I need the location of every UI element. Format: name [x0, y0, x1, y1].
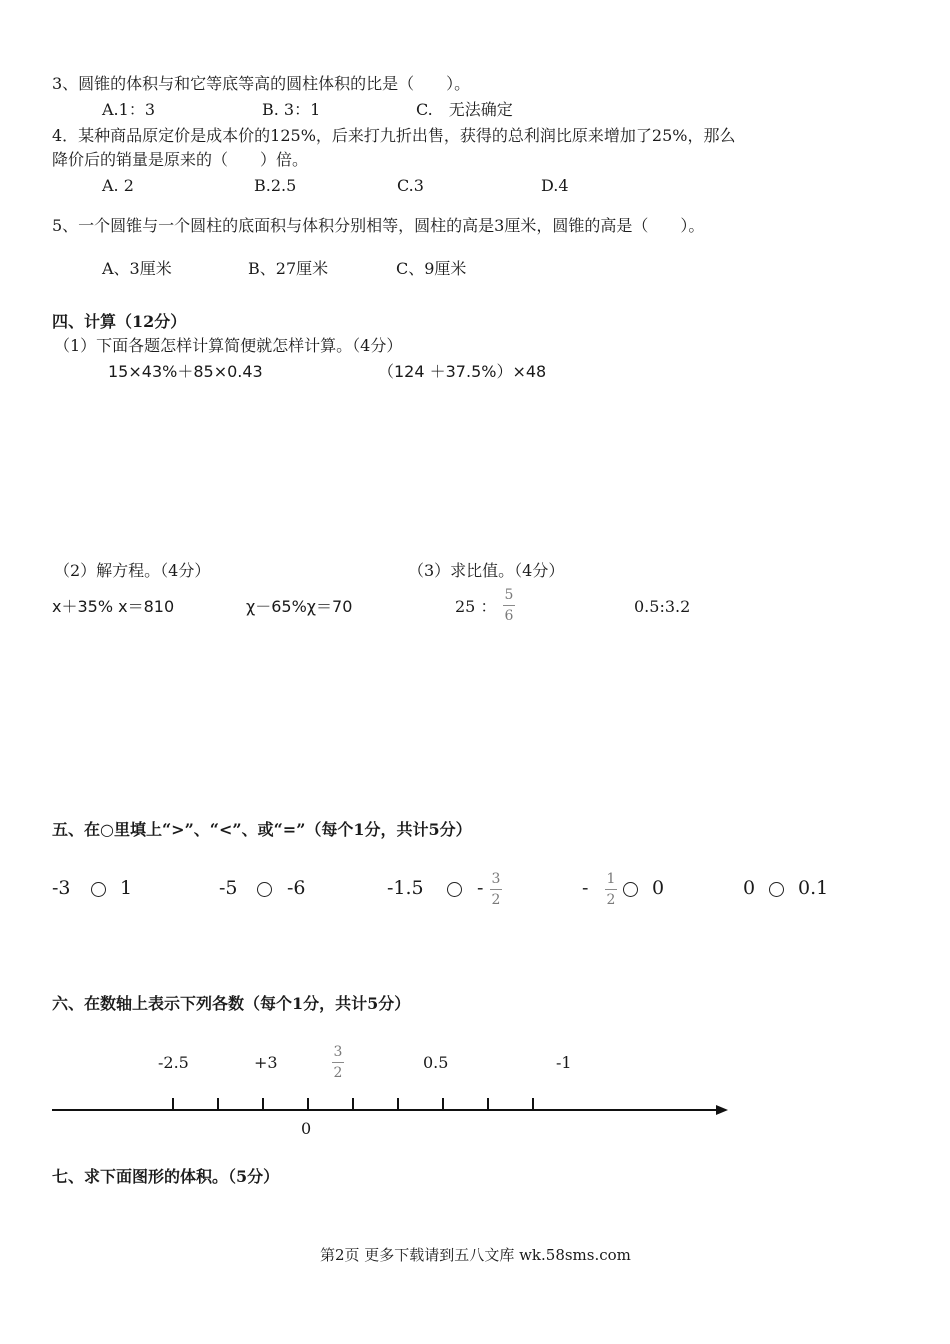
- compare2-blank-circle[interactable]: [257, 882, 272, 897]
- number-line-tick: [397, 1098, 399, 1110]
- section4-part1-title: （1）下面各题怎样计算简便就怎样计算。（4分）: [54, 336, 403, 355]
- compare3-blank-circle[interactable]: [447, 882, 462, 897]
- fraction-denominator: 2: [333, 1065, 343, 1081]
- compare4-right: 0: [652, 877, 665, 899]
- q4-stem-line1: 4．某种商品原定价是成本价的125%，后来打九折出售，获得的总利润比原来增加了25%，那么: [52, 126, 736, 145]
- number-line-tick: [442, 1098, 444, 1110]
- q4-option-c: C.3: [397, 176, 424, 195]
- section4-expr2: （124 ＋37.5%）×48: [378, 362, 547, 381]
- q5-option-a: A、3厘米: [102, 259, 172, 278]
- q5-stem: 5、一个圆锥与一个圆柱的底面积与体积分别相等，圆柱的高是3厘米，圆锥的高是（ ）。: [52, 216, 705, 235]
- numberline-value-1: -2.5: [158, 1053, 189, 1072]
- q3-option-b: B. 3：1: [262, 100, 321, 119]
- compare1-right: 1: [120, 877, 133, 899]
- fraction-numerator: 3: [333, 1044, 343, 1060]
- number-line: [52, 1109, 720, 1111]
- section4-ratio1-left: 25 ：: [455, 597, 497, 616]
- section5-title: 五、在○里填上“>”、“<”、或“=”（每个1分，共计5分）: [52, 820, 472, 839]
- q5-option-b: B、27厘米: [248, 259, 329, 278]
- q3-option-a: A.1：3: [102, 100, 156, 119]
- q3-option-c: C. 无法确定: [416, 100, 513, 119]
- section4-title: 四、计算（12分）: [52, 312, 187, 331]
- numberline-value-3: 0.5: [423, 1053, 449, 1072]
- q5-option-c: C、9厘米: [396, 259, 467, 278]
- section4-ratio1-fraction: [503, 588, 515, 623]
- q4-stem-line2: 降价后的销量是原来的（ ）倍。: [52, 150, 309, 169]
- compare1-left: -3: [52, 877, 71, 899]
- fraction-numerator: 5: [504, 587, 514, 603]
- fraction-denominator: 2: [491, 892, 501, 908]
- section4-ratio2: 0.5:3.2: [634, 597, 691, 616]
- compare5-left: 0: [743, 877, 756, 899]
- number-line-tick: [532, 1098, 534, 1110]
- section4-part2-title: （2）解方程。（4分）: [54, 561, 211, 580]
- numberline-value-2: +3: [254, 1053, 278, 1072]
- compare3-right-fraction: [490, 872, 502, 907]
- numberline-value-4: -1: [556, 1053, 572, 1072]
- compare4-left-sign: -: [582, 877, 589, 899]
- compare2-right: -6: [287, 877, 306, 899]
- compare1-blank-circle[interactable]: [91, 882, 106, 897]
- compare2-left: -5: [219, 877, 238, 899]
- section4-expr1: 15×43%＋85×0.43: [108, 362, 263, 381]
- fraction-denominator: 6: [504, 608, 514, 624]
- number-line-tick: [352, 1098, 354, 1110]
- fraction-denominator: 2: [606, 892, 616, 908]
- page-footer: 第2页 更多下载请到五八文库 wk.58sms.com: [320, 1246, 631, 1264]
- compare4-blank-circle[interactable]: [623, 882, 638, 897]
- number-line-tick: [487, 1098, 489, 1110]
- fraction-bar: [332, 1062, 344, 1063]
- fraction-bar: [605, 889, 617, 890]
- section4-equation1: x＋35% x＝810: [52, 597, 175, 616]
- compare3-right-sign: -: [477, 877, 484, 899]
- compare3-left: -1.5: [387, 877, 424, 899]
- number-line-tick: [262, 1098, 264, 1110]
- number-line-tick-zero: [307, 1098, 309, 1110]
- number-line-tick: [217, 1098, 219, 1110]
- section4-part3-title: （3）求比值。（4分）: [408, 561, 565, 580]
- number-line-zero-label: 0: [301, 1119, 312, 1138]
- number-line-arrow-icon: [716, 1105, 728, 1115]
- number-line-tick: [172, 1098, 174, 1110]
- fraction-bar: [503, 605, 515, 606]
- q3-stem: 3、圆锥的体积与和它等底等高的圆柱体积的比是（ ）。: [52, 74, 471, 93]
- compare4-left-fraction: [605, 872, 617, 907]
- q4-option-d: D.4: [541, 176, 569, 195]
- fraction-numerator: 3: [491, 871, 501, 887]
- q4-option-a: A. 2: [102, 176, 134, 195]
- compare5-blank-circle[interactable]: [769, 882, 784, 897]
- compare5-right: 0.1: [798, 877, 829, 899]
- section6-title: 六、在数轴上表示下列各数（每个1分，共计5分）: [52, 994, 411, 1013]
- fraction-bar: [490, 889, 502, 890]
- fraction-numerator: 1: [606, 871, 616, 887]
- numberline-value-fraction: [332, 1045, 344, 1080]
- section7-title: 七、求下面图形的体积。（5分）: [52, 1167, 280, 1186]
- q4-option-b: B.2.5: [254, 176, 297, 195]
- section4-equation2: χ－65%χ＝70: [246, 597, 353, 616]
